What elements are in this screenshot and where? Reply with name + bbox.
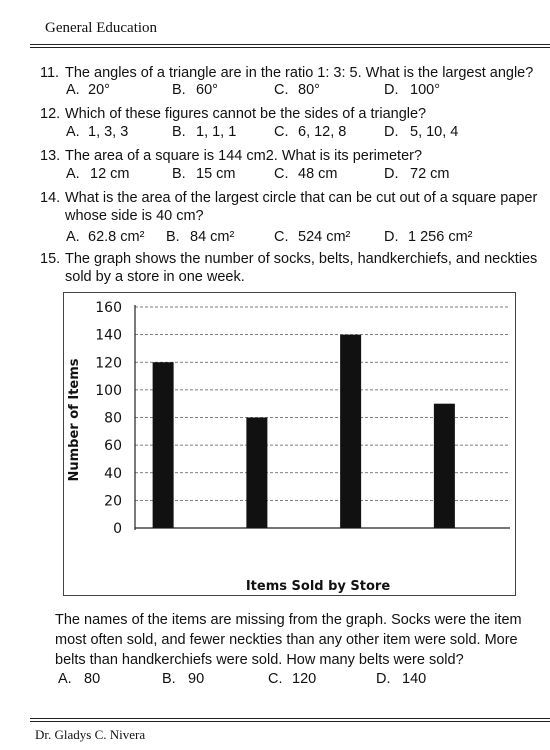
option-letter: B.	[172, 82, 186, 98]
header-title: General Education	[45, 20, 158, 36]
y-tick-label: 120	[95, 355, 122, 372]
option-letter: D.	[384, 166, 399, 182]
y-tick-label: 140	[95, 327, 122, 344]
option-text: 120	[292, 671, 317, 687]
question-text: The graph shows the number of socks, belts, handkerchiefs, and neckties	[65, 251, 538, 267]
option-letter: A.	[58, 671, 72, 687]
option-text: 1, 1, 1	[196, 124, 237, 140]
option-letter: C.	[274, 82, 289, 98]
question-text: sold by a store in one week.	[65, 269, 245, 285]
option-letter: B.	[172, 124, 186, 140]
option-text: 12 cm	[90, 166, 130, 182]
header-rule-thin	[30, 47, 550, 48]
option-letter: B.	[172, 166, 186, 182]
y-tick-label: 60	[104, 438, 122, 455]
option-text: 100°	[410, 82, 440, 98]
footer-rule	[30, 718, 550, 719]
option-letter: A.	[66, 124, 80, 140]
option-text: 5, 10, 4	[410, 124, 459, 140]
option-letter: A.	[66, 82, 80, 98]
option-text: 1, 3, 3	[88, 124, 129, 140]
footer-author: Dr. Gladys C. Nivera	[35, 727, 146, 742]
question-15-paragraph: The names of the items are missing from the graph. Socks were the item most often sold, and fewer neckties than any other item were sold. More belts than handkerchiefs were sold. How many belts were sold?	[55, 612, 522, 668]
option-text: 524 cm²	[298, 229, 351, 245]
option-text: 6, 12, 8	[298, 124, 347, 140]
option-text: 15 cm	[196, 166, 236, 182]
question-number: 12.	[40, 106, 61, 122]
option-text: 90	[188, 671, 205, 687]
question-number: 13.	[40, 148, 61, 164]
option-text: 80	[84, 671, 101, 687]
question-number: 14.	[40, 190, 61, 206]
y-tick-label: 160	[95, 300, 122, 316]
option-text: 1 256 cm²	[408, 229, 473, 245]
option-text: 72 cm	[410, 166, 450, 182]
option-letter: C.	[274, 229, 289, 245]
option-text: 62.8 cm²	[88, 229, 145, 245]
question-text: What is the area of the largest circle that can be cut out of a square paper	[65, 190, 538, 206]
x-axis-label: Items Sold by Store	[245, 579, 391, 594]
option-letter: D.	[384, 229, 399, 245]
option-text: 60°	[196, 82, 218, 98]
y-tick-label: 40	[104, 465, 122, 482]
question-text: The angles of a triangle are in the ratio 1: 3: 5. What is the largest angle?	[65, 65, 534, 81]
option-text: 84 cm²	[190, 229, 235, 245]
y-tick-label: 80	[104, 410, 122, 427]
option-letter: C.	[274, 124, 289, 140]
question-number: 11.	[40, 65, 60, 81]
question-text: Which of these figures cannot be the sides of a triangle?	[65, 106, 427, 122]
header-rule	[30, 44, 550, 45]
option-letter: A.	[66, 229, 80, 245]
option-letter: C.	[268, 671, 283, 687]
option-letter: B.	[166, 229, 180, 245]
y-tick-label: 0	[113, 521, 122, 537]
option-letter: B.	[162, 671, 176, 687]
question-number: 15.	[40, 251, 61, 267]
bar-chart-frame	[63, 292, 516, 596]
y-tick-label: 20	[104, 493, 122, 510]
option-text: 20°	[88, 82, 110, 98]
y-axis-label: Number of Items	[67, 358, 82, 482]
option-letter: D.	[384, 82, 399, 98]
question-text: The area of a square is 144 cm2. What is its perimeter?	[65, 148, 423, 164]
option-text: 140	[402, 671, 427, 687]
option-letter: D.	[376, 671, 391, 687]
option-text: 80°	[298, 82, 320, 98]
option-letter: A.	[66, 166, 80, 182]
question-text: whose side is 40 cm?	[65, 208, 204, 224]
option-text: 48 cm	[298, 166, 338, 182]
y-tick-label: 100	[95, 382, 122, 399]
option-letter: C.	[274, 166, 289, 182]
option-letter: D.	[384, 124, 399, 140]
footer-rule-thin	[30, 721, 550, 722]
